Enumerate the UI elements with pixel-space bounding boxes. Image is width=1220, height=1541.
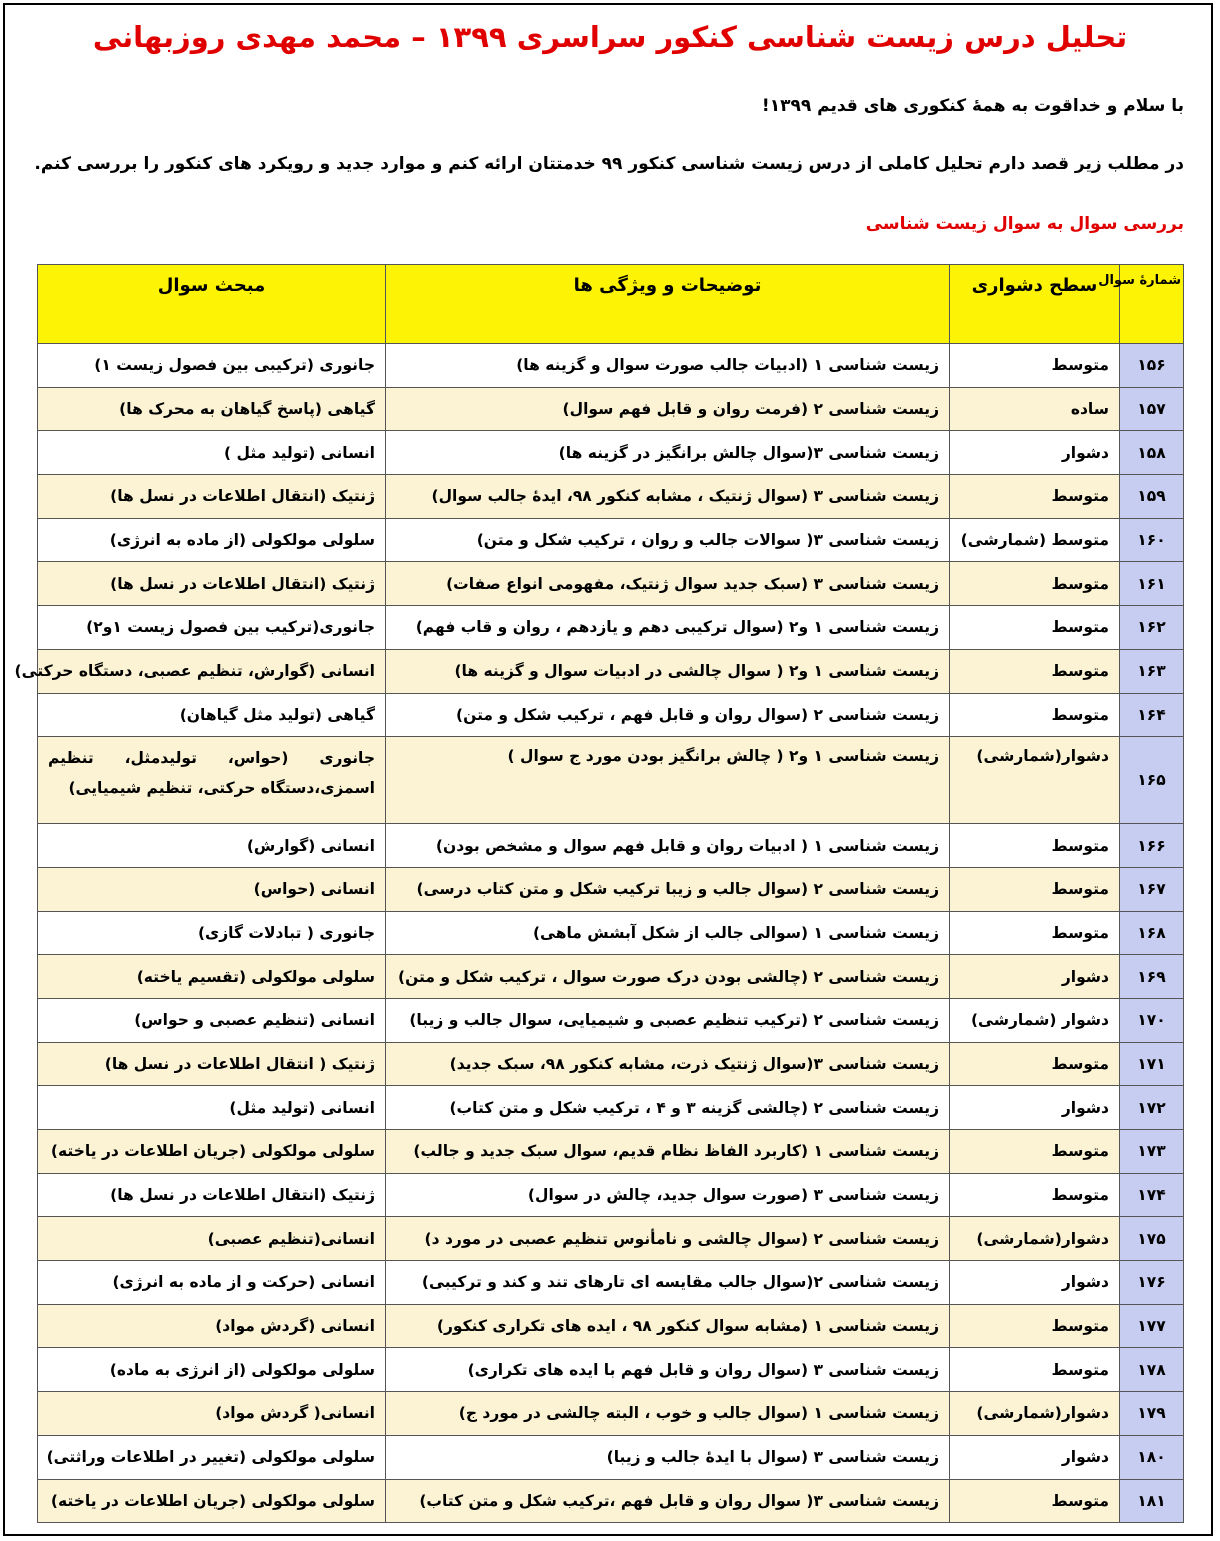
table-row	[38, 1348, 1184, 1392]
table-row	[38, 475, 1184, 519]
table-row	[38, 1304, 1184, 1348]
difficulty-cell: ساده	[950, 387, 1120, 431]
description-cell: زیست شناسی ۱ (سوال جالب و خوب ، البته چالشی در مورد ج)	[386, 1392, 950, 1436]
description-cell: زیست شناسی ۱ (سوالی جالب از شکل آبشش ماهی)	[386, 911, 950, 955]
difficulty-cell: متوسط	[950, 693, 1120, 737]
table-row	[38, 955, 1184, 999]
difficulty-cell: متوسط	[950, 1348, 1120, 1392]
question-number-cell: ۱۶۴	[1120, 693, 1184, 737]
page-title: تحلیل درس زیست شناسی کنکور سراسری ۱۳۹۹ – محمد مهدی روزبهانی	[92, 20, 1128, 54]
topic-cell: انسانی (حواس)	[38, 867, 386, 911]
table-row	[38, 737, 1184, 824]
difficulty-cell: دشوار	[950, 431, 1120, 475]
description-cell: زیست شناسی ۳ (سوال ژنتیک ، مشابه کنکور ۹۸، ایدهٔ جالب سوال)	[386, 475, 950, 519]
difficulty-cell: دشوار	[950, 1261, 1120, 1305]
topic-cell: گیاهی (پاسخ گیاهان به محرک ها)	[38, 387, 386, 431]
description-cell: زیست شناسی ۲(سوال جالب مقایسه ای تارهای تند و کند و ترکیبی)	[386, 1261, 950, 1305]
description-cell: زیست شناسی ۳ (صورت سوال جدید، چالش در سوال)	[386, 1173, 950, 1217]
description-cell: زیست شناسی ۳ (سوال روان و قابل فهم با ایده های تکراری)	[386, 1348, 950, 1392]
header-description: توضیحات و ویژگی ها	[386, 265, 950, 344]
description-cell: زیست شناسی ۲ (سوال جالب و زیبا ترکیب شکل و متن کتاب درسی)	[386, 867, 950, 911]
topic-cell: ژنتیک ( انتقال اطلاعات در نسل ها)	[38, 1042, 386, 1086]
question-number-cell: ۱۶۰	[1120, 518, 1184, 562]
description-cell: زیست شناسی ۳(سوال چالش برانگیز در گزینه ها)	[386, 431, 950, 475]
topic-cell: جانوری ( تبادلات گازی)	[38, 911, 386, 955]
table-row	[38, 1173, 1184, 1217]
description-cell: زیست شناسی ۲ (چالشی بودن درک صورت سوال ، ترکیب شکل و متن)	[386, 955, 950, 999]
question-number-cell: ۱۶۹	[1120, 955, 1184, 999]
question-number-cell: ۱۸۱	[1120, 1479, 1184, 1523]
question-number-cell: ۱۷۹	[1120, 1392, 1184, 1436]
topic-cell: انسانی (تولید مثل)	[38, 1086, 386, 1130]
question-number-cell: ۱۷۰	[1120, 998, 1184, 1042]
difficulty-cell: متوسط	[950, 867, 1120, 911]
topic-cell: انسانی (گوارش، تنظیم عصبی، دستگاه حرکتی)	[38, 649, 386, 693]
table-row	[38, 562, 1184, 606]
questions-table	[14, 264, 1184, 1523]
difficulty-cell: متوسط	[950, 1173, 1120, 1217]
question-number-cell: ۱۸۰	[1120, 1435, 1184, 1479]
intro-description: در مطلب زیر قصد دارم تحلیل کاملی از درس زیست شناسی کنکور ۹۹ خدمتتان ارائه کنم و موارد جدید و رویکرد های کنکور را بررسی کنم.	[34, 154, 1184, 174]
description-cell: زیست شناسی ۳ (سبک جدید سوال ژنتیک، مفهومی انواع صفات)	[386, 562, 950, 606]
table-row	[38, 1086, 1184, 1130]
question-number-cell: ۱۵۶	[1120, 344, 1184, 388]
description-cell: زیست شناسی ۱ و۲ ( سوال چالشی در ادبیات سوال و گزینه ها)	[386, 649, 950, 693]
table-row	[38, 387, 1184, 431]
question-number-cell: ۱۶۳	[1120, 649, 1184, 693]
question-number-cell: ۱۶۱	[1120, 562, 1184, 606]
topic-cell: گیاهی (تولید مثل گیاهان)	[38, 693, 386, 737]
topic-cell: انسانی (تنظیم عصبی و حواس)	[38, 998, 386, 1042]
difficulty-cell: متوسط (شمارشی)	[950, 518, 1120, 562]
description-cell: زیست شناسی ۱ (ادبیات جالب صورت سوال و گزینه ها)	[386, 344, 950, 388]
difficulty-cell: متوسط	[950, 1304, 1120, 1348]
question-number-cell: ۱۷۲	[1120, 1086, 1184, 1130]
question-number-cell: ۱۵۸	[1120, 431, 1184, 475]
description-cell: زیست شناسی ۱ ( ادبیات روان و قابل فهم سوال و مشخص بودن)	[386, 824, 950, 868]
difficulty-cell: متوسط	[950, 562, 1120, 606]
header-question-number: شمارهٔ سوال	[1120, 265, 1184, 344]
description-cell: زیست شناسی ۳ (سوال با ایدهٔ جالب و زیبا)	[386, 1435, 950, 1479]
question-number-cell: ۱۶۸	[1120, 911, 1184, 955]
description-cell: زیست شناسی ۳( سوال روان و قابل فهم ،ترکیب شکل و متن کتاب)	[386, 1479, 950, 1523]
topic-cell: سلولی مولکولی (تغییر در اطلاعات وراثتی)	[38, 1435, 386, 1479]
description-cell: زیست شناسی ۳(سوال ژنتیک ذرت، مشابه کنکور ۹۸، سبک جدید)	[386, 1042, 950, 1086]
question-number-cell: ۱۵۷	[1120, 387, 1184, 431]
table-row	[38, 693, 1184, 737]
topic-cell: انسانی (حرکت و از ماده به انرژی)	[38, 1261, 386, 1305]
description-cell: زیست شناسی ۳( سوالات جالب و روان ، ترکیب شکل و متن)	[386, 518, 950, 562]
question-number-cell: ۱۶۲	[1120, 606, 1184, 650]
difficulty-cell: متوسط	[950, 911, 1120, 955]
topic-cell: جانوری (ترکیبی بین فصول زیست ۱)	[38, 344, 386, 388]
difficulty-cell: متوسط	[950, 824, 1120, 868]
question-number-cell: ۱۶۶	[1120, 824, 1184, 868]
description-cell: زیست شناسی ۱ (کاربرد الفاظ نظام قدیم، سوال سبک جدید و جالب)	[386, 1130, 950, 1174]
table-row	[38, 1261, 1184, 1305]
table-row	[38, 649, 1184, 693]
difficulty-cell: متوسط	[950, 344, 1120, 388]
question-number-cell: ۱۷۴	[1120, 1173, 1184, 1217]
table-row	[38, 1217, 1184, 1261]
difficulty-cell: متوسط	[950, 606, 1120, 650]
question-number-cell: ۱۷۱	[1120, 1042, 1184, 1086]
table-row	[38, 431, 1184, 475]
question-number-cell: ۱۵۹	[1120, 475, 1184, 519]
difficulty-cell: دشوار(شمارشی)	[950, 1217, 1120, 1261]
question-number-cell: ۱۶۵	[1120, 737, 1184, 824]
description-cell: زیست شناسی ۱ و۲ (سوال ترکیبی دهم و یازدهم ، روان و قاب فهم)	[386, 606, 950, 650]
description-cell: زیست شناسی ۲ (چالشی گزینه ۳ و ۴ ، ترکیب شکل و متن کتاب)	[386, 1086, 950, 1130]
difficulty-cell: دشوار	[950, 1435, 1120, 1479]
topic-cell: سلولی مولکولی (از انرژی به ماده)	[38, 1348, 386, 1392]
topic-cell: انسانی( گردش مواد)	[38, 1392, 386, 1436]
topic-cell: ژنتیک (انتقال اطلاعات در نسل ها)	[38, 475, 386, 519]
topic-cell: انسانی (تولید مثل )	[38, 431, 386, 475]
topic-cell: جانوری (حواس، تولیدمثل، تنظیم اسمزی،دستگاه حرکتی، تنظیم شیمیایی)	[38, 737, 386, 824]
description-cell: زیست شناسی ۱ و۲ ( چالش برانگیز بودن مورد ج سوال )	[386, 737, 950, 824]
difficulty-cell: دشوار (شمارشی)	[950, 998, 1120, 1042]
topic-cell: انسانی (گردش مواد)	[38, 1304, 386, 1348]
section-title: بررسی سوال به سوال زیست شناسی	[865, 214, 1184, 234]
difficulty-cell: دشوار(شمارشی)	[950, 1392, 1120, 1436]
question-number-cell: ۱۷۳	[1120, 1130, 1184, 1174]
difficulty-cell: متوسط	[950, 1042, 1120, 1086]
table-row	[38, 867, 1184, 911]
intro-greeting: با سلام و خداقوت به همهٔ کنکوری های قدیم ۱۳۹۹!	[761, 96, 1184, 116]
header-difficulty: سطح دشواری	[950, 265, 1120, 344]
topic-cell: سلولی مولکولی (جریان اطلاعات در یاخته)	[38, 1479, 386, 1523]
difficulty-cell: دشوار	[950, 955, 1120, 999]
table-row	[38, 1042, 1184, 1086]
table-row	[38, 1479, 1184, 1523]
question-number-cell: ۱۷۵	[1120, 1217, 1184, 1261]
table-row	[38, 518, 1184, 562]
topic-cell: سلولی مولکولی (تقسیم یاخته)	[38, 955, 386, 999]
difficulty-cell: دشوار	[950, 1086, 1120, 1130]
table-row	[38, 824, 1184, 868]
table-row	[38, 606, 1184, 650]
table-row	[38, 344, 1184, 388]
topic-cell: انسانی(تنظیم عصبی)	[38, 1217, 386, 1261]
table-row	[38, 998, 1184, 1042]
topic-cell: جانوری(ترکیب بین فصول زیست ۱و۲)	[38, 606, 386, 650]
description-cell: زیست شناسی ۲ (سوال روان و قابل فهم ، ترکیب شکل و متن)	[386, 693, 950, 737]
difficulty-cell: دشوار(شمارشی)	[950, 737, 1120, 824]
description-cell: زیست شناسی ۲ (ترکیب تنظیم عصبی و شیمیایی، سوال جالب و زیبا)	[386, 998, 950, 1042]
question-number-cell: ۱۷۸	[1120, 1348, 1184, 1392]
table-header-row	[38, 265, 1184, 344]
topic-cell: ژنتیک (انتقال اطلاعات در نسل ها)	[38, 1173, 386, 1217]
topic-cell: ژنتیک (انتقال اطلاعات در نسل ها)	[38, 562, 386, 606]
difficulty-cell: متوسط	[950, 649, 1120, 693]
description-cell: زیست شناسی ۱ (مشابه سوال کنکور ۹۸ ، ایده های تکراری کنکور)	[386, 1304, 950, 1348]
difficulty-cell: متوسط	[950, 1130, 1120, 1174]
description-cell: زیست شناسی ۲ (فرمت روان و قابل فهم سوال)	[386, 387, 950, 431]
difficulty-cell: متوسط	[950, 475, 1120, 519]
difficulty-cell: متوسط	[950, 1479, 1120, 1523]
table-row	[38, 911, 1184, 955]
question-number-cell: ۱۷۷	[1120, 1304, 1184, 1348]
topic-cell: انسانی (گوارش)	[38, 824, 386, 868]
table-row	[38, 1435, 1184, 1479]
table-row	[38, 1130, 1184, 1174]
question-number-cell: ۱۶۷	[1120, 867, 1184, 911]
description-cell: زیست شناسی ۲ (سوال چالشی و نامأنوس تنظیم عصبی در مورد د)	[386, 1217, 950, 1261]
topic-cell: سلولی مولکولی (جریان اطلاعات در یاخته)	[38, 1130, 386, 1174]
question-number-cell: ۱۷۶	[1120, 1261, 1184, 1305]
table-row	[38, 1392, 1184, 1436]
header-topic: مبحث سوال	[38, 265, 386, 344]
topic-cell: سلولی مولکولی (از ماده به انرژی)	[38, 518, 386, 562]
